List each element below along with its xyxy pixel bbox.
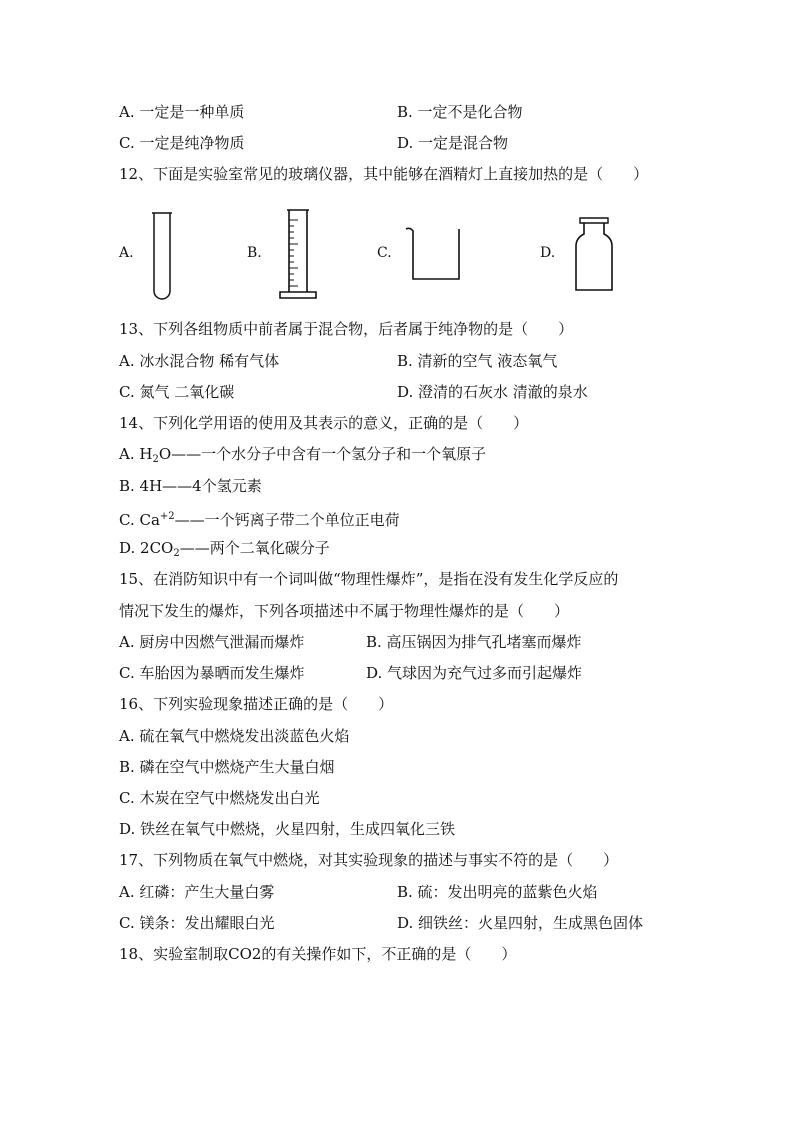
q12-figure-label-d: D. — [540, 245, 556, 261]
q16-option-c: C. 木炭在空气中燃烧发出白光 — [119, 789, 320, 807]
q13-option-a: A. 冰水混合物 稀有气体 — [119, 352, 280, 370]
q14-option-d — [119, 538, 330, 564]
q14-option-d-subscript: 2 — [173, 548, 180, 559]
q13-option-c: C. 氮气 二氧化碳 — [119, 383, 235, 401]
q17-stem: 17、下列物质在氧气中燃烧，对其实验现象的描述与事实不符的是（ ） — [119, 851, 619, 869]
q14-option-a-subscript: 2 — [152, 454, 159, 465]
q14-option-c-text: ——一个钙离子带二个单位正电荷 — [174, 511, 400, 529]
beaker-icon — [404, 225, 464, 283]
q17-option-c: C. 镁条：发出耀眼白光 — [119, 914, 275, 932]
q14-option-a-text: O——一个水分子中含有一个氢分子和一个氧原子 — [158, 445, 487, 463]
q15-option-d: D. 气球因为充气过多而引起爆炸 — [366, 664, 583, 682]
q16-option-b: B. 磷在空气中燃烧产生大量白烟 — [119, 758, 335, 776]
test-tube-icon — [150, 211, 174, 303]
q12-figure-label-b: B. — [247, 245, 262, 261]
q14-option-a-prefix: A. H — [119, 445, 153, 463]
q17-option-a: A. 红磷：产生大量白雾 — [119, 883, 275, 901]
q11-option-a: A. 一定是一种单质 — [119, 103, 245, 121]
q14-option-c-prefix: C. Ca — [119, 511, 160, 529]
q17-option-b: B. 硫：发出明亮的蓝紫色火焰 — [397, 883, 598, 901]
q13-option-b: B. 清新的空气 液态氧气 — [397, 352, 558, 370]
q13-stem: 13、下列各组物质中前者属于混合物，后者属于纯净物的是（ ） — [119, 320, 574, 338]
q14-option-d-text: ——两个二氧化碳分子 — [179, 539, 330, 557]
q11-option-c: C. 一定是纯净物质 — [119, 134, 245, 152]
q16-option-d: D. 铁丝在氧气中燃烧，火星四射，生成四氧化三铁 — [119, 820, 456, 838]
q14-option-a — [119, 444, 486, 470]
q14-option-c-superscript: +2 — [159, 511, 175, 522]
q15-option-b: B. 高压锅因为排气孔堵塞而爆炸 — [366, 633, 582, 651]
q13-option-d: D. 澄清的石灰水 清澈的泉水 — [397, 383, 588, 401]
q15-stem-line-1: 15、在消防知识中有一个词叫做“物理性爆炸”，是指在没有发生化学反应的 — [119, 570, 619, 588]
q12-stem: 12、下面是实验室常见的玻璃仪器，其中能够在酒精灯上直接加热的是（ ） — [119, 165, 649, 183]
q14-stem: 14、下列化学用语的使用及其表示的意义，正确的是（ ） — [119, 414, 529, 432]
q16-stem: 16、下列实验现象描述正确的是（ ） — [119, 695, 394, 713]
q16-option-a: A. 硫在氧气中燃烧发出淡蓝色火焰 — [119, 727, 350, 745]
q18-stem: 18、实验室制取CO2的有关操作如下，不正确的是（ ） — [119, 945, 517, 963]
q15-option-a: A. 厨房中因燃气泄漏而爆炸 — [119, 633, 305, 651]
reagent-bottle-icon — [574, 216, 614, 292]
q14-option-d-prefix: D. 2CO — [119, 539, 174, 557]
q12-figure-label-c: C. — [377, 245, 392, 261]
q11-option-d: D. 一定是混合物 — [397, 134, 509, 152]
q17-option-d: D. 细铁丝：火星四射，生成黑色固体 — [397, 914, 644, 932]
q11-option-b: B. 一定不是化合物 — [397, 103, 523, 121]
q15-stem-line-2: 情况下发生的爆炸，下列各项描述中不属于物理性爆炸的是（ ） — [119, 602, 570, 620]
q14-option-b: B. 4H——4个氢元素 — [119, 477, 262, 495]
q15-option-c: C. 车胎因为暴晒而发生爆炸 — [119, 664, 305, 682]
q12-figure-label-a: A. — [119, 245, 134, 261]
graduated-cylinder-icon — [278, 208, 318, 300]
q14-option-c — [119, 507, 400, 530]
